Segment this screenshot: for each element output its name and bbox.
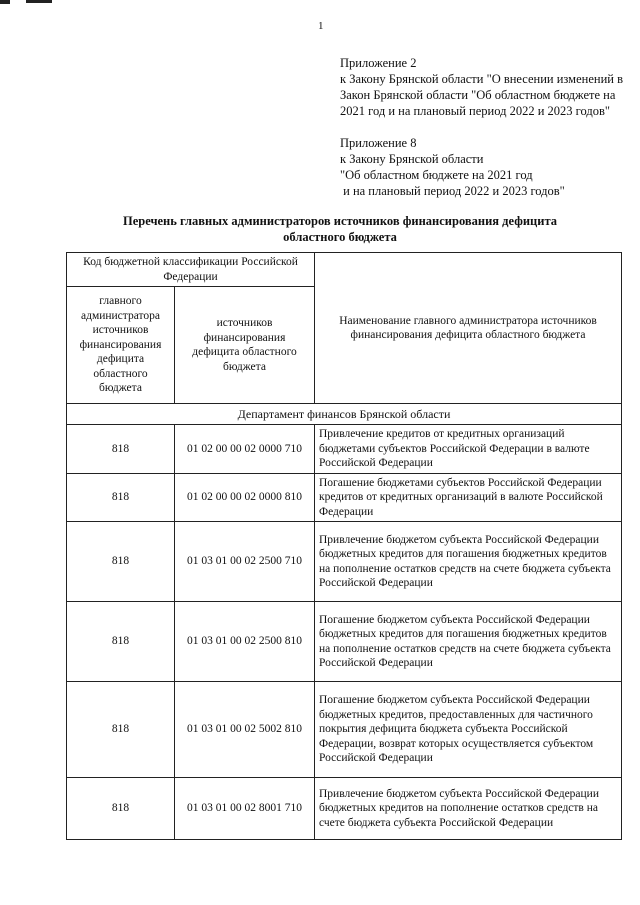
admin-code-cell: 818 [67,682,175,778]
section-title: Департамент финансов Брянской области [67,404,622,425]
scan-artifact-top-left-2 [26,0,52,3]
admin-code-cell: 818 [67,522,175,602]
header-main-administrator: главного администратора источников финансирования дефицита областного бюджета [67,287,175,404]
annex-8-line: к Закону Брянской области [340,152,484,166]
table-header-row [67,253,622,287]
document-title-line: областного бюджета [283,230,397,244]
source-code-cell: 01 02 00 00 02 0000 810 [175,473,315,522]
admin-code-cell: 818 [67,602,175,682]
annex-2-line: 2021 год и на плановый период 2022 и 2023 годов" [340,104,610,118]
annex-2-line: Закон Брянской области "Об областном бюджете на [340,88,616,102]
page-number: 1 [318,20,324,32]
name-cell: Погашение бюджетом субъекта Российской Федерации бюджетных кредитов для погашения бюджетных кредитов на пополнение остатков средств на счете бюджета субъекта Российской Федерации [315,602,622,682]
document-title-line: Перечень главных администраторов источников финансирования дефицита [122,214,557,228]
scan-artifact-top-left [0,0,10,4]
source-code-cell: 01 02 00 00 02 0000 710 [175,425,315,474]
name-cell: Погашение бюджетом субъекта Российской Федерации бюджетных кредитов, предоставленных для частичного покрытия дефицита бюджета субъекта Российской Федерации, возврат которых осуществляется субъектом Российской Федерации [315,682,622,778]
annex-2-line: Приложение 2 [340,56,417,70]
annex-2-header [340,55,630,119]
source-code-cell: 01 03 01 00 02 2500 710 [175,522,315,602]
table-row [67,602,622,682]
section-row [67,404,622,425]
document-title [70,213,610,245]
annex-2-line: к Закону Брянской области "О внесении изменений в [340,72,623,86]
source-code-cell: 01 03 01 00 02 2500 810 [175,602,315,682]
annex-8-header [340,135,630,199]
table-row [67,778,622,840]
name-cell: Привлечение кредитов от кредитных организаций бюджетами субъектов Российской Федерации в валюте Российской Федерации [315,425,622,474]
table-row [67,522,622,602]
table-row [67,473,622,522]
header-budget-classification-code: Код бюджетной классификации Российской Федерации [67,253,315,287]
source-code-cell: 01 03 01 00 02 8001 710 [175,778,315,840]
table-row [67,425,622,474]
header-financing-source: источников финансирования дефицита областного бюджета [175,287,315,404]
annex-8-line: Приложение 8 [340,136,417,150]
table-row [67,682,622,778]
admin-code-cell: 818 [67,425,175,474]
administrators-table [66,252,622,840]
annex-8-line: "Об областном бюджете на 2021 год [340,168,533,182]
source-code-cell: 01 03 01 00 02 5002 810 [175,682,315,778]
admin-code-cell: 818 [67,778,175,840]
admin-code-cell: 818 [67,473,175,522]
header-administrator-name: Наименование главного администратора источников финансирования дефицита областного бюджета [315,253,622,404]
name-cell: Привлечение бюджетом субъекта Российской Федерации бюджетных кредитов для погашения бюджетных кредитов на пополнение остатков средств на счете бюджета субъекта Российской Федерации [315,522,622,602]
name-cell: Привлечение бюджетом субъекта Российской Федерации бюджетных кредитов на пополнение остатков средств на счете бюджета субъекта Российской Федерации [315,778,622,840]
annex-8-line: и на плановый период 2022 и 2023 годов" [340,184,565,198]
name-cell: Погашение бюджетами субъектов Российской Федерации кредитов от кредитных организаций в валюте Российской Федерации [315,473,622,522]
